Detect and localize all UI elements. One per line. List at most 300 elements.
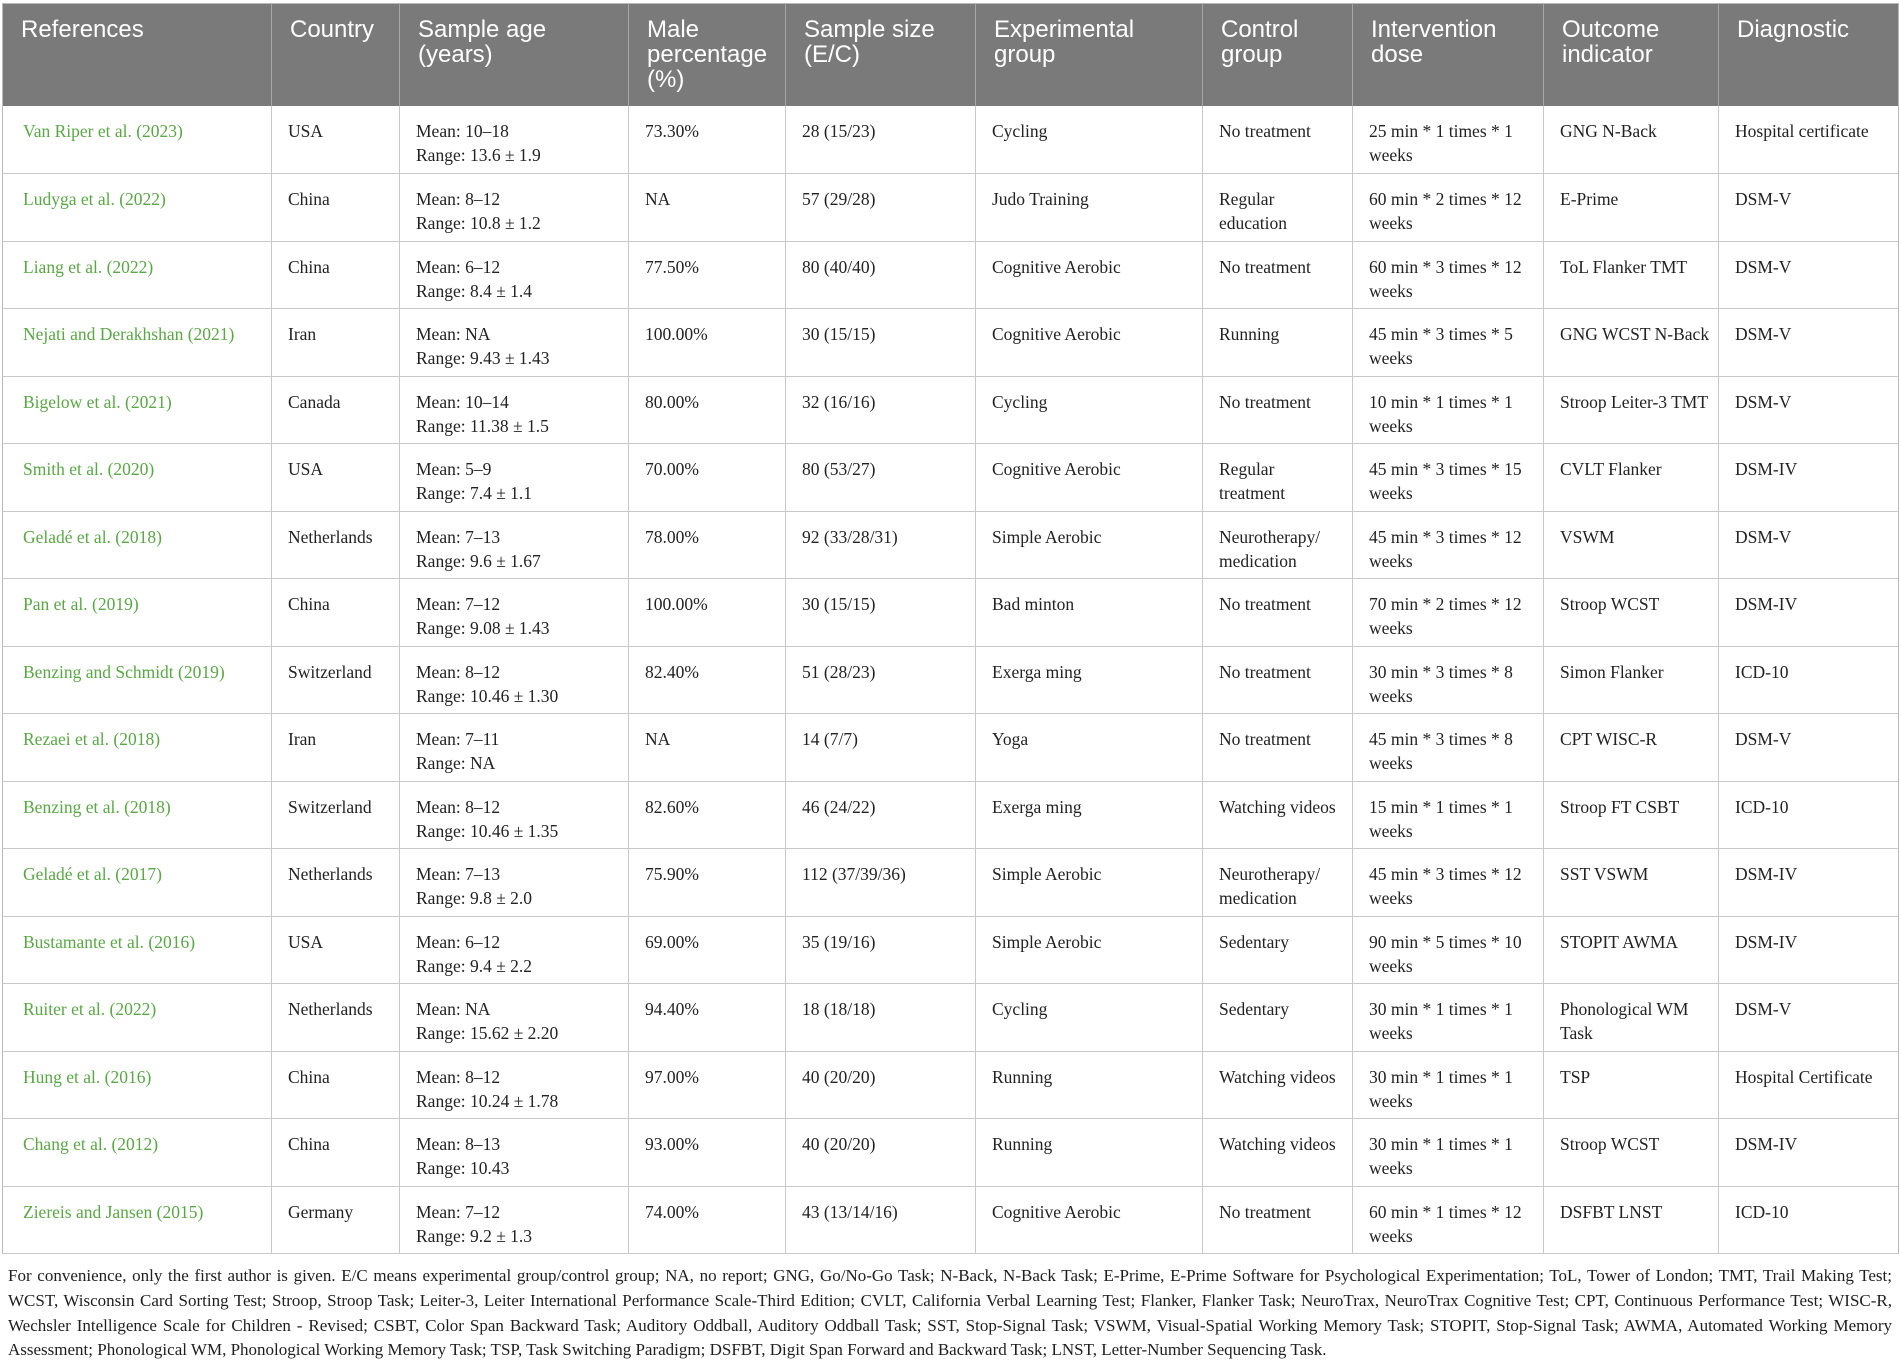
- control-group-text: No treatment: [1219, 256, 1311, 277]
- sample-age-range: Range: 10.46 ± 1.35: [416, 820, 559, 841]
- control-group-text: Regular treatment: [1219, 459, 1286, 503]
- table-row: [3, 1119, 1899, 1187]
- control-group-cell: [1203, 646, 1353, 714]
- header-control-group: Control group: [1203, 4, 1353, 107]
- sample-size-cell: [786, 714, 976, 782]
- sample-age-mean: Mean: 7–13: [416, 526, 501, 547]
- male-percentage-cell: [629, 1119, 786, 1187]
- outcome-indicator-cell: [1544, 174, 1719, 242]
- intervention-dose-text: 25 min * 1 times * 1 weeks: [1369, 121, 1513, 165]
- intervention-dose-cell: [1353, 1051, 1544, 1119]
- male-percentage-cell: [629, 781, 786, 849]
- diagnostic-text: DSM-IV: [1735, 1134, 1798, 1154]
- sample-age-mean: Mean: NA: [416, 324, 491, 344]
- header-sample-size: Sample size (E/C): [786, 4, 976, 107]
- sample-age-range: Range: 9.6 ± 1.67: [416, 550, 541, 571]
- experimental-group-cell: [976, 309, 1203, 377]
- country-cell: [272, 106, 400, 174]
- table-row: [3, 1051, 1899, 1119]
- outcome-indicator-cell: [1544, 1119, 1719, 1187]
- header-experimental-group: Experimental group: [976, 4, 1203, 107]
- diagnostic-text: Hospital certificate: [1735, 121, 1869, 141]
- intervention-dose-cell: [1353, 444, 1544, 512]
- experimental-group-cell: [976, 376, 1203, 444]
- header-intervention-dose: Intervention dose: [1353, 4, 1544, 107]
- intervention-dose-text: 45 min * 3 times * 8 weeks: [1369, 729, 1513, 773]
- diagnostic-cell: [1719, 1051, 1899, 1119]
- experimental-group-cell: [976, 1186, 1203, 1254]
- reference-cell[interactable]: [3, 309, 272, 377]
- control-group-text: No treatment: [1219, 729, 1311, 749]
- reference-text[interactable]: Van Riper et al. (2023): [23, 121, 183, 141]
- sample-age-range: Range: 10.24 ± 1.78: [416, 1090, 559, 1111]
- diagnostic-text: ICD-10: [1735, 796, 1789, 817]
- control-group-text: Watching videos: [1219, 1134, 1336, 1154]
- reference-cell[interactable]: [3, 714, 272, 782]
- control-group-cell: [1203, 714, 1353, 782]
- header-row: [3, 4, 1899, 107]
- sample-age-cell: [400, 444, 629, 512]
- sample-age-range: Range: 10.43: [416, 1158, 510, 1178]
- reference-cell[interactable]: [3, 376, 272, 444]
- reference-cell[interactable]: [3, 1119, 272, 1187]
- experimental-group-text: Simple Aerobic: [992, 526, 1102, 547]
- sample-age-range: Range: 9.08 ± 1.43: [416, 618, 550, 638]
- country-text: USA: [288, 459, 324, 479]
- intervention-dose-text: 45 min * 3 times * 15 weeks: [1369, 459, 1522, 503]
- country-cell: [272, 984, 400, 1052]
- sample-size-text: 18 (18/18): [802, 999, 876, 1019]
- outcome-indicator-cell: [1544, 1051, 1719, 1119]
- country-text: China: [288, 256, 330, 277]
- header-male-percentage: Male percentage (%): [629, 4, 786, 107]
- male-percentage-cell: [629, 714, 786, 782]
- diagnostic-cell: [1719, 1119, 1899, 1187]
- control-group-cell: [1203, 849, 1353, 917]
- sample-age-range: Range: 10.46 ± 1.30: [416, 685, 559, 706]
- intervention-dose-cell: [1353, 106, 1544, 174]
- diagnostic-cell: [1719, 984, 1899, 1052]
- intervention-dose-text: 30 min * 1 times * 1 weeks: [1369, 1134, 1513, 1178]
- table-row: [3, 916, 1899, 984]
- control-group-text: No treatment: [1219, 1201, 1311, 1222]
- control-group-text: No treatment: [1219, 121, 1311, 141]
- sample-age-cell: [400, 646, 629, 714]
- intervention-dose-text: 60 min * 1 times * 12 weeks: [1369, 1201, 1522, 1246]
- sample-size-cell: [786, 376, 976, 444]
- outcome-indicator-cell: [1544, 309, 1719, 377]
- header-country: Country: [272, 4, 400, 107]
- control-group-cell: [1203, 376, 1353, 444]
- sample-size-text: 28 (15/23): [802, 121, 876, 141]
- control-group-text: Watching videos: [1219, 1066, 1336, 1087]
- outcome-indicator-text: TSP: [1560, 1066, 1591, 1087]
- reference-cell[interactable]: [3, 646, 272, 714]
- intervention-dose-text: 15 min * 1 times * 1 weeks: [1369, 796, 1513, 841]
- sample-size-text: 112 (37/39/36): [802, 864, 906, 884]
- sample-size-text: 46 (24/22): [802, 796, 876, 817]
- sample-age-range: Range: 9.2 ± 1.3: [416, 1225, 533, 1246]
- reference-cell[interactable]: [3, 579, 272, 647]
- reference-text[interactable]: Bigelow et al. (2021): [23, 391, 172, 412]
- outcome-indicator-cell: [1544, 241, 1719, 309]
- sample-age-range: Range: 15.62 ± 2.20: [416, 1023, 559, 1043]
- sample-age-cell: [400, 984, 629, 1052]
- control-group-cell: [1203, 579, 1353, 647]
- reference-cell[interactable]: [3, 511, 272, 579]
- country-cell: [272, 174, 400, 242]
- sample-age-mean: Mean: 5–9: [416, 459, 492, 479]
- country-text: China: [288, 189, 330, 209]
- intervention-dose-text: 90 min * 5 times * 10 weeks: [1369, 931, 1522, 976]
- outcome-indicator-text: SST VSWM: [1560, 864, 1649, 884]
- outcome-indicator-cell: [1544, 579, 1719, 647]
- control-group-cell: [1203, 916, 1353, 984]
- intervention-dose-cell: [1353, 849, 1544, 917]
- country-cell: [272, 1186, 400, 1254]
- reference-text[interactable]: Chang et al. (2012): [23, 1134, 159, 1154]
- diagnostic-cell: [1719, 106, 1899, 174]
- reference-cell[interactable]: [3, 849, 272, 917]
- intervention-dose-text: 45 min * 3 times * 12 weeks: [1369, 864, 1522, 908]
- diagnostic-text: DSM-V: [1735, 256, 1792, 277]
- experimental-group-cell: [976, 1051, 1203, 1119]
- outcome-indicator-cell: [1544, 1186, 1719, 1254]
- male-percentage-cell: [629, 241, 786, 309]
- intervention-dose-cell: [1353, 309, 1544, 377]
- outcome-indicator-text: Simon Flanker: [1560, 661, 1664, 682]
- male-percentage-cell: [629, 1051, 786, 1119]
- experimental-group-text: Running: [992, 1134, 1053, 1154]
- country-text: USA: [288, 931, 324, 952]
- control-group-cell: [1203, 444, 1353, 512]
- sample-age-cell: [400, 1186, 629, 1254]
- country-text: Iran: [288, 729, 317, 749]
- header-diagnostic: Diagnostic: [1719, 4, 1899, 107]
- sample-size-cell: [786, 1186, 976, 1254]
- sample-size-cell: [786, 511, 976, 579]
- reference-text[interactable]: Rezaei et al. (2018): [23, 729, 161, 749]
- diagnostic-text: DSM-V: [1735, 324, 1792, 344]
- diagnostic-cell: [1719, 376, 1899, 444]
- country-text: Netherlands: [288, 864, 373, 884]
- table-row: [3, 106, 1899, 174]
- outcome-indicator-cell: [1544, 106, 1719, 174]
- reference-text[interactable]: Benzing and Schmidt (2019): [23, 661, 225, 682]
- outcome-indicator-text: CPT WISC-R: [1560, 729, 1658, 749]
- table-row: [3, 511, 1899, 579]
- male-percentage-text: 74.00%: [645, 1201, 699, 1222]
- sample-size-cell: [786, 174, 976, 242]
- control-group-cell: [1203, 1051, 1353, 1119]
- male-percentage-text: 93.00%: [645, 1134, 699, 1154]
- sample-age-range: Range: 9.8 ± 2.0: [416, 888, 533, 908]
- male-percentage-cell: [629, 174, 786, 242]
- country-cell: [272, 579, 400, 647]
- sample-age-cell: [400, 1051, 629, 1119]
- country-cell: [272, 781, 400, 849]
- intervention-dose-text: 70 min * 2 times * 12 weeks: [1369, 594, 1522, 638]
- experimental-group-text: Cognitive Aerobic: [992, 256, 1121, 277]
- reference-text[interactable]: Smith et al. (2020): [23, 459, 155, 479]
- diagnostic-text: DSM-IV: [1735, 459, 1798, 479]
- sample-size-cell: [786, 444, 976, 512]
- reference-text[interactable]: Nejati and Derakhshan (2021): [23, 324, 235, 344]
- sample-size-cell: [786, 781, 976, 849]
- diagnostic-cell: [1719, 646, 1899, 714]
- intervention-dose-cell: [1353, 714, 1544, 782]
- control-group-text: Sedentary: [1219, 999, 1289, 1019]
- outcome-indicator-cell: [1544, 781, 1719, 849]
- sample-size-cell: [786, 309, 976, 377]
- sample-size-text: 43 (13/14/16): [802, 1201, 898, 1222]
- intervention-dose-text: 45 min * 3 times * 12 weeks: [1369, 526, 1522, 571]
- outcome-indicator-text: E-Prime: [1560, 189, 1619, 209]
- control-group-cell: [1203, 309, 1353, 377]
- outcome-indicator-cell: [1544, 849, 1719, 917]
- country-text: Switzerland: [288, 796, 372, 817]
- diagnostic-cell: [1719, 1186, 1899, 1254]
- experimental-group-text: Exerga ming: [992, 796, 1082, 817]
- intervention-dose-cell: [1353, 916, 1544, 984]
- diagnostic-cell: [1719, 579, 1899, 647]
- male-percentage-cell: [629, 511, 786, 579]
- country-text: China: [288, 594, 330, 614]
- sample-age-mean: Mean: 8–13: [416, 1134, 501, 1154]
- country-cell: [272, 646, 400, 714]
- sample-age-mean: Mean: 10–18: [416, 121, 509, 141]
- male-percentage-text: 82.40%: [645, 661, 699, 682]
- reference-text[interactable]: Hung et al. (2016): [23, 1066, 152, 1087]
- sample-size-text: 32 (16/16): [802, 391, 876, 412]
- experimental-group-cell: [976, 511, 1203, 579]
- experimental-group-cell: [976, 579, 1203, 647]
- country-text: Canada: [288, 391, 341, 412]
- reference-text[interactable]: Pan et al. (2019): [23, 594, 139, 614]
- male-percentage-cell: [629, 646, 786, 714]
- diagnostic-cell: [1719, 174, 1899, 242]
- reference-text[interactable]: Benzing et al. (2018): [23, 796, 171, 817]
- sample-age-mean: Mean: NA: [416, 999, 491, 1019]
- reference-text[interactable]: Ziereis and Jansen (2015): [23, 1201, 204, 1222]
- male-percentage-text: 97.00%: [645, 1066, 699, 1087]
- sample-size-cell: [786, 984, 976, 1052]
- reference-text[interactable]: Liang et al. (2022): [23, 256, 154, 277]
- experimental-group-cell: [976, 106, 1203, 174]
- sample-age-mean: Mean: 6–12: [416, 931, 501, 952]
- sample-age-range: Range: 9.4 ± 2.2: [416, 955, 533, 976]
- country-text: China: [288, 1066, 330, 1087]
- intervention-dose-text: 30 min * 1 times * 1 weeks: [1369, 999, 1513, 1043]
- male-percentage-text: NA: [645, 189, 671, 209]
- table-row: [3, 781, 1899, 849]
- reference-cell[interactable]: [3, 781, 272, 849]
- intervention-dose-cell: [1353, 1119, 1544, 1187]
- male-percentage-cell: [629, 849, 786, 917]
- reference-cell[interactable]: [3, 984, 272, 1052]
- sample-age-cell: [400, 376, 629, 444]
- reference-cell[interactable]: [3, 1186, 272, 1254]
- experimental-group-text: Cycling: [992, 391, 1048, 412]
- header-sample-age: Sample age (years): [400, 4, 629, 107]
- outcome-indicator-text: Phonological WM Task: [1560, 999, 1689, 1043]
- country-text: Switzerland: [288, 661, 372, 682]
- male-percentage-cell: [629, 1186, 786, 1254]
- male-percentage-text: 78.00%: [645, 526, 699, 547]
- experimental-group-text: Cycling: [992, 999, 1048, 1019]
- sample-age-cell: [400, 1119, 629, 1187]
- control-group-text: No treatment: [1219, 391, 1311, 412]
- reference-text[interactable]: Geladé et al. (2017): [23, 864, 162, 884]
- sample-age-cell: [400, 106, 629, 174]
- studies-table: [2, 3, 1899, 1254]
- diagnostic-cell: [1719, 781, 1899, 849]
- reference-cell[interactable]: [3, 1051, 272, 1119]
- country-text: USA: [288, 121, 324, 141]
- control-group-text: No treatment: [1219, 661, 1311, 682]
- intervention-dose-cell: [1353, 579, 1544, 647]
- sample-size-text: 40 (20/20): [802, 1066, 876, 1087]
- experimental-group-cell: [976, 714, 1203, 782]
- experimental-group-cell: [976, 781, 1203, 849]
- outcome-indicator-text: STOPIT AWMA: [1560, 931, 1679, 952]
- male-percentage-text: 100.00%: [645, 594, 708, 614]
- experimental-group-cell: [976, 444, 1203, 512]
- header-references: References: [3, 4, 272, 107]
- male-percentage-text: 73.30%: [645, 121, 699, 141]
- control-group-text: Neurotherapy/ medication: [1219, 526, 1321, 571]
- diagnostic-text: DSM-V: [1735, 189, 1792, 209]
- sample-size-text: 57 (29/28): [802, 189, 876, 209]
- diagnostic-text: DSM-V: [1735, 526, 1792, 547]
- reference-text[interactable]: Ludyga et al. (2022): [23, 189, 166, 209]
- sample-size-text: 30 (15/15): [802, 324, 876, 344]
- intervention-dose-text: 45 min * 3 times * 5 weeks: [1369, 324, 1513, 368]
- sample-age-cell: [400, 241, 629, 309]
- experimental-group-text: Bad minton: [992, 594, 1075, 614]
- male-percentage-text: 77.50%: [645, 256, 699, 277]
- outcome-indicator-text: VSWM: [1560, 526, 1615, 547]
- male-percentage-text: NA: [645, 729, 671, 749]
- sample-size-cell: [786, 916, 976, 984]
- table-footnote: For convenience, only the first author is given. E/C means experimental group/control group; NA, no report; GNG, Go/No-Go Task; N-Back, N-Back Task; E-Prime, E-Prime Software for Psychological Experimentation; ToL, Tower of London; TMT, Trail Making Test; WCST, Wisconsin Card Sorting Test; Stroop, Stroop Task; Leiter-3, Leiter International Performance Scale-Third Edition; CVLT, California Verbal Learning Test; Flanker, Flanker Task; NeuroTrax, NeuroTrax Cognitive Test; CPT, Continuous Performance Test; WISC-R, Wechsler Intelligence Scale for Children - Revised; CSBT, Color Span Backward Task; Auditory Oddball, Auditory Oddball Task; SST, Stop-Signal Task; VSWM, Visual-Spatial Working Memory Task; STOPIT, Stop-Signal Task; AWMA, Automated Working Memory Assessment; Phonological WM, Phonological Working Memory Task; TSP, Task Switching Paradigm; DSFBT, Digit Span Forward and Backward Task; LNST, Letter-Number Sequencing Task.: [8, 1266, 1892, 1360]
- sample-age-mean: Mean: 8–12: [416, 661, 501, 682]
- control-group-text: Regular education: [1219, 189, 1288, 233]
- sample-age-cell: [400, 714, 629, 782]
- sample-age-mean: Mean: 8–12: [416, 796, 501, 817]
- male-percentage-text: 82.60%: [645, 796, 699, 817]
- country-text: China: [288, 1134, 330, 1154]
- control-group-text: Running: [1219, 324, 1280, 344]
- diagnostic-text: ICD-10: [1735, 661, 1789, 682]
- diagnostic-cell: [1719, 309, 1899, 377]
- table-row: [3, 646, 1899, 714]
- experimental-group-text: Simple Aerobic: [992, 931, 1102, 952]
- sample-age-cell: [400, 916, 629, 984]
- intervention-dose-cell: [1353, 511, 1544, 579]
- male-percentage-text: 80.00%: [645, 391, 699, 412]
- male-percentage-cell: [629, 376, 786, 444]
- outcome-indicator-text: GNG N-Back: [1560, 121, 1657, 141]
- sample-size-cell: [786, 1119, 976, 1187]
- experimental-group-cell: [976, 1119, 1203, 1187]
- reference-text[interactable]: Ruiter et al. (2022): [23, 999, 157, 1019]
- experimental-group-cell: [976, 916, 1203, 984]
- country-cell: [272, 511, 400, 579]
- male-percentage-text: 75.90%: [645, 864, 699, 884]
- sample-age-cell: [400, 849, 629, 917]
- outcome-indicator-text: ToL Flanker TMT: [1560, 256, 1688, 277]
- table-row: [3, 241, 1899, 309]
- control-group-cell: [1203, 106, 1353, 174]
- experimental-group-cell: [976, 984, 1203, 1052]
- reference-cell[interactable]: [3, 916, 272, 984]
- sample-age-range: Range: 13.6 ± 1.9: [416, 145, 541, 165]
- reference-cell[interactable]: [3, 444, 272, 512]
- diagnostic-text: DSM-V: [1735, 729, 1792, 749]
- intervention-dose-text: 60 min * 3 times * 12 weeks: [1369, 256, 1522, 301]
- table-row: [3, 376, 1899, 444]
- control-group-cell: [1203, 984, 1353, 1052]
- control-group-cell: [1203, 241, 1353, 309]
- table-row: [3, 1186, 1899, 1254]
- diagnostic-text: DSM-V: [1735, 999, 1792, 1019]
- outcome-indicator-cell: [1544, 444, 1719, 512]
- sample-age-range: Range: 7.4 ± 1.1: [416, 483, 533, 503]
- control-group-text: Sedentary: [1219, 931, 1289, 952]
- intervention-dose-text: 10 min * 1 times * 1 weeks: [1369, 391, 1513, 436]
- experimental-group-text: Running: [992, 1066, 1053, 1087]
- reference-text[interactable]: Geladé et al. (2018): [23, 526, 162, 547]
- table-row: [3, 849, 1899, 917]
- reference-cell[interactable]: [3, 106, 272, 174]
- sample-size-text: 30 (15/15): [802, 594, 876, 614]
- sample-age-cell: [400, 781, 629, 849]
- experimental-group-text: Yoga: [992, 729, 1029, 749]
- sample-size-cell: [786, 1051, 976, 1119]
- sample-size-text: 80 (40/40): [802, 256, 876, 277]
- experimental-group-text: Cognitive Aerobic: [992, 1201, 1121, 1222]
- intervention-dose-cell: [1353, 376, 1544, 444]
- intervention-dose-cell: [1353, 646, 1544, 714]
- intervention-dose-cell: [1353, 241, 1544, 309]
- table-row: [3, 714, 1899, 782]
- reference-cell[interactable]: [3, 241, 272, 309]
- control-group-text: Neurotherapy/ medication: [1219, 864, 1321, 908]
- outcome-indicator-cell: [1544, 714, 1719, 782]
- male-percentage-cell: [629, 579, 786, 647]
- sample-size-text: 92 (33/28/31): [802, 526, 898, 547]
- diagnostic-text: DSM-IV: [1735, 931, 1798, 952]
- sample-age-range: Range: 9.43 ± 1.43: [416, 348, 550, 368]
- reference-cell[interactable]: [3, 174, 272, 242]
- sample-size-text: 80 (53/27): [802, 459, 876, 479]
- diagnostic-text: ICD-10: [1735, 1201, 1789, 1222]
- sample-age-cell: [400, 511, 629, 579]
- outcome-indicator-text: DSFBT LNST: [1560, 1201, 1663, 1222]
- diagnostic-cell: [1719, 849, 1899, 917]
- outcome-indicator-text: CVLT Flanker: [1560, 459, 1662, 479]
- outcome-indicator-text: Stroop Leiter-3 TMT: [1560, 391, 1709, 412]
- intervention-dose-cell: [1353, 1186, 1544, 1254]
- sample-size-text: 14 (7/7): [802, 729, 858, 749]
- outcome-indicator-cell: [1544, 916, 1719, 984]
- reference-text[interactable]: Bustamante et al. (2016): [23, 931, 196, 952]
- country-cell: [272, 444, 400, 512]
- control-group-cell: [1203, 1186, 1353, 1254]
- sample-age-mean: Mean: 7–13: [416, 864, 501, 884]
- control-group-text: Watching videos: [1219, 796, 1336, 817]
